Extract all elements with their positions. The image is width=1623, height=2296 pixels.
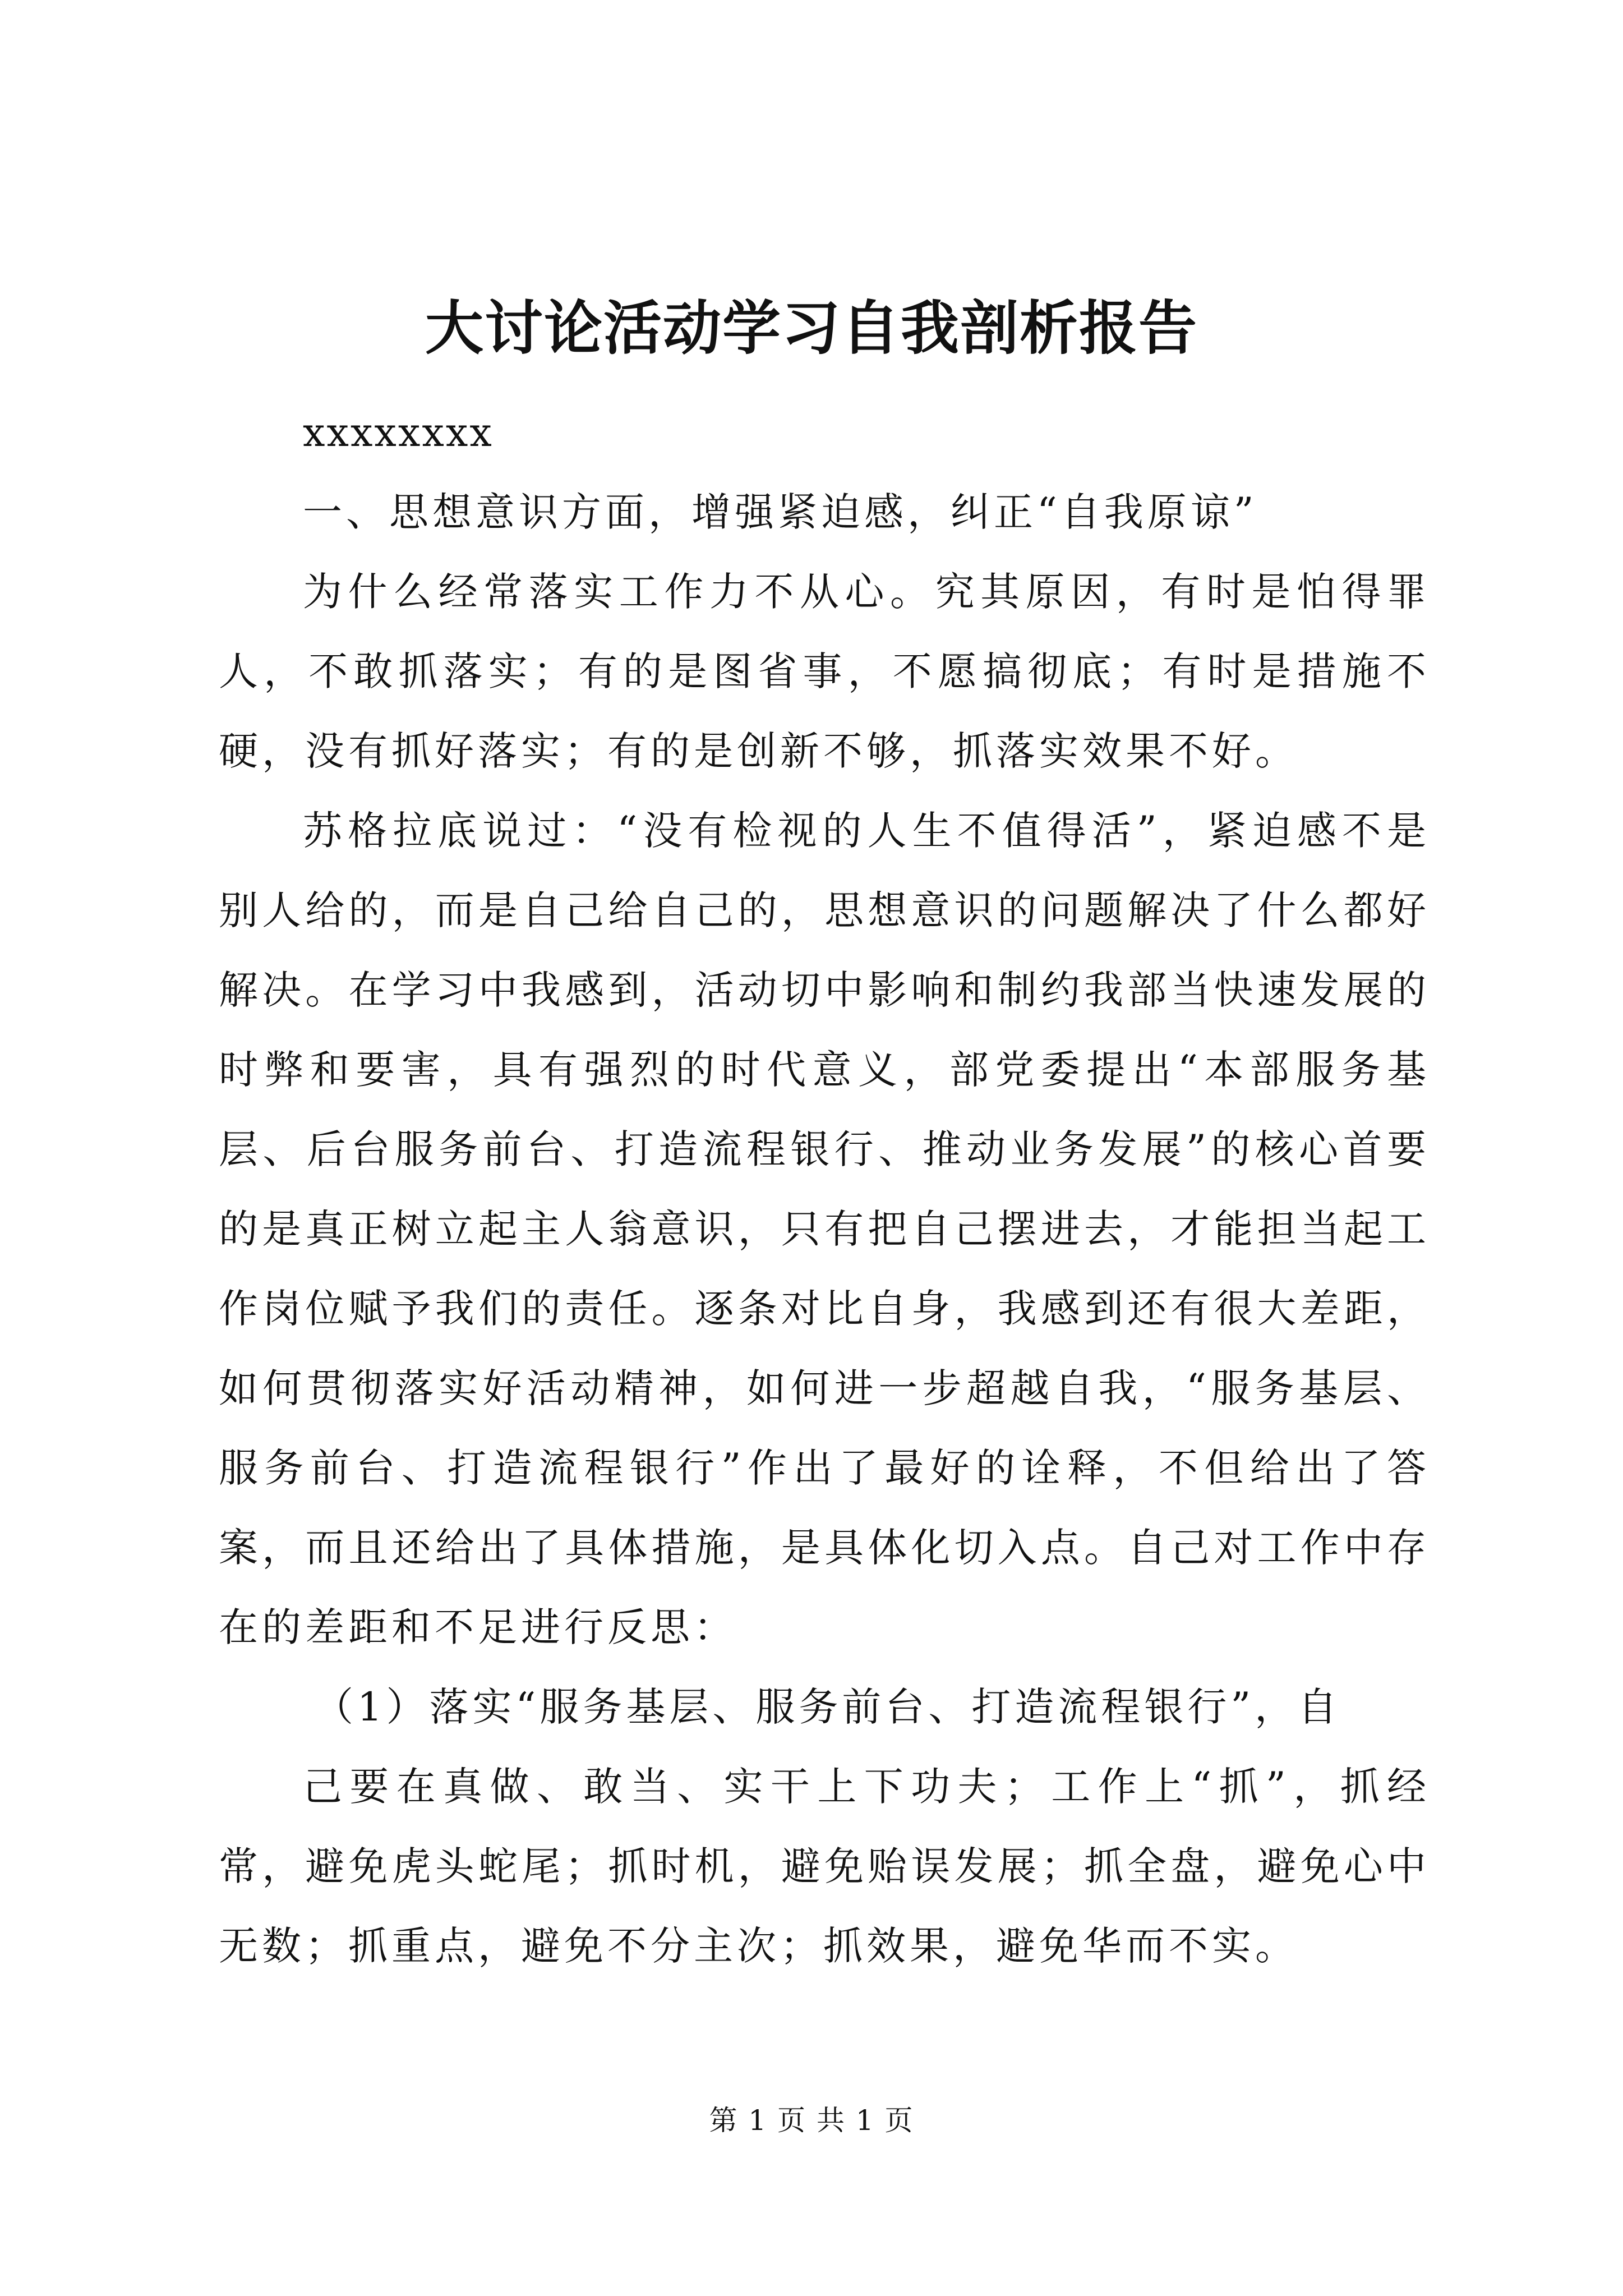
list-item-implementation: （1）落实“服务基层、服务前台、打造流程银行”，自: [314, 1684, 1341, 1730]
paragraph-reflection: 苏格拉底说过：“没有检视的人生不值得活”，紧迫感不是别人给的，而是自己给自己的，思想意识的问题解决了什么都好解决。在学习中我感到，活动切中影响和制约我部当快速发展的时弊和要害，具有强烈的时代意义，部党委提出“本部服务基层、后台服务前台、打造流程银行、推动业务发展”的核心首要的是真正树立起主人翁意识，只有把自己摆进去，才能担当起工作岗位赋予我们的责任。逐条对比自身，我感到还有很大差距，如何贯彻落实好活动精神，如何进一步超越自我，“服务基层、服务前台、打造流程银行”作出了最好的诠释，不但给出了答案，而且还给出了具体措施，是具体化切入点。自己对工作中存在的差距和不足进行反思：: [219, 808, 1430, 1650]
section-heading: 一、思想意识方面，增强紧迫感，纠正“自我原谅”: [303, 489, 1258, 535]
page-footer: 第 1 页 共 1 页: [709, 2104, 914, 2137]
paragraph-causes: 为什么经常落实工作力不从心。究其原因，有时是怕得罪人，不敢抓落实；有的是图省事，不愿搞彻底；有时是措施不硬，没有抓好落实；有的是创新不够，抓落实效果不好。: [219, 569, 1430, 774]
author-line: xxxxxxxx: [303, 409, 494, 455]
document-title: 大讨论活动学习自我剖析报告: [425, 293, 1198, 362]
document-body: [219, 393, 1430, 1986]
paragraph-actions: 己要在真做、敢当、实干上下功夫；工作上“抓”，抓经常，避免虎头蛇尾；抓时机，避免贻误发展；抓全盘，避免心中无数；抓重点，避免不分主次；抓效果，避免华而不实。: [219, 1764, 1430, 1969]
